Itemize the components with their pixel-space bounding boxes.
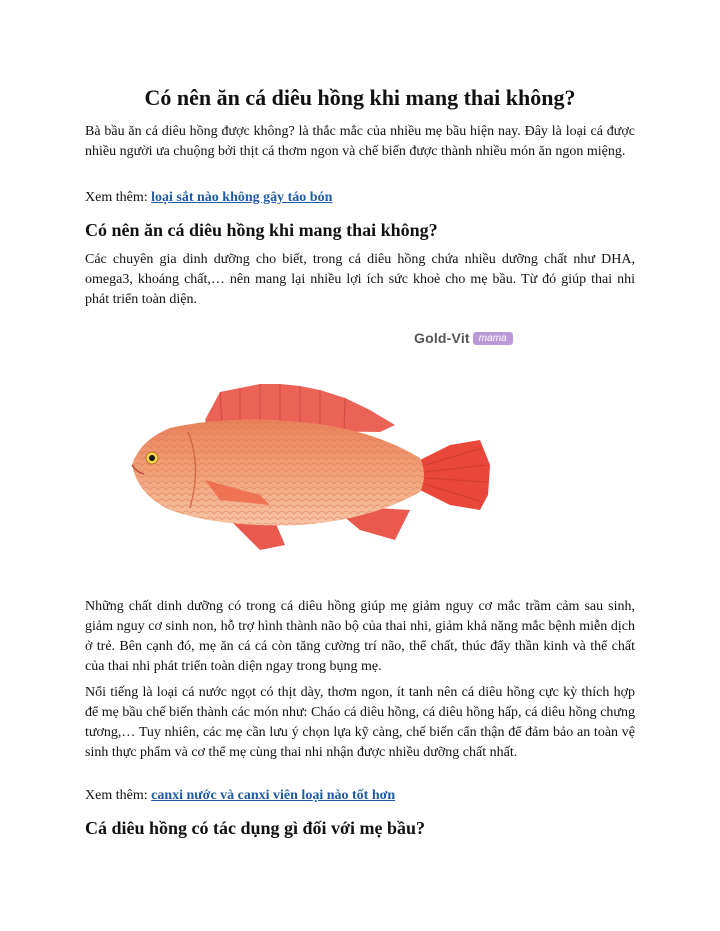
fish-image — [110, 370, 510, 570]
see-also-2 — [85, 786, 395, 806]
brand-logo — [414, 328, 513, 348]
see-also-1 — [85, 188, 332, 208]
section-heading-2: Cá diêu hồng có tác dụng gì đối với mẹ bầu? — [85, 818, 426, 838]
logo-brand-text: Gold-Vit — [414, 330, 470, 346]
paragraph-nutrients: Các chuyên gia dinh dưỡng cho biết, trong cá diêu hồng chứa nhiều dưỡng chất như DHA, omega3, khoáng chất,… nên mang lại nhiều lợi ích sức khoẻ cho mẹ bầu. Từ đó giúp thai nhi phát triển toàn diện. — [85, 252, 635, 307]
see-also-2-link[interactable]: canxi nước và canxi viên loại nào tốt hơn — [151, 788, 396, 803]
paragraph-preparation: Nổi tiếng là loại cá nước ngọt có thịt dày, thơm ngon, ít tanh nên cá diêu hồng cực kỳ thích hợp để mẹ bầu chế biến thành các món như: Cháo cá diêu hồng, cá diêu hồng hấp, cá diêu hồng chưng tương,… Tuy nhiên, các mẹ cần lưu ý chọn lựa kỹ càng, chế biến cẩn thận để đảm bảo an toàn vệ sinh thực phẩm và cơ thể mẹ cùng thai nhi nhận được nhiều dưỡng chất nhất. — [85, 685, 635, 760]
logo-tag-text: mama — [473, 332, 513, 345]
intro-paragraph: Bà bầu ăn cá diêu hồng được không? là thắc mắc của nhiều mẹ bầu hiện nay. Đây là loại cá được nhiều người ưa chuộng bởi thịt cá thơm ngon và chế biến được thành nhiều món ăn ngon miệng. — [85, 124, 635, 159]
see-also-1-prefix: Xem thêm: — [85, 190, 152, 205]
see-also-1-link[interactable]: loại sắt nào không gây táo bón — [151, 190, 333, 205]
page-title: Có nên ăn cá diêu hồng khi mang thai không? — [144, 85, 576, 110]
tail-fin — [420, 440, 490, 510]
section-heading-1: Có nên ăn cá diêu hồng khi mang thai không? — [85, 220, 438, 240]
see-also-2-prefix: Xem thêm: — [85, 788, 152, 803]
paragraph-benefits: Những chất dinh dưỡng có trong cá diêu hồng giúp mẹ giảm nguy cơ mắc trầm cảm sau sinh, giảm nguy cơ sinh non, hỗ trợ hình thành não bộ của thai nhi, giảm khả năng mắc bệnh miễn dịch ở trẻ. Bên cạnh đó, mẹ ăn cá cá còn tăng cường trí não, thể chất, thúc đẩy thần kinh và thể chất của thai nhi phát triển toàn diện ngay trong bụng mẹ. — [85, 599, 635, 674]
